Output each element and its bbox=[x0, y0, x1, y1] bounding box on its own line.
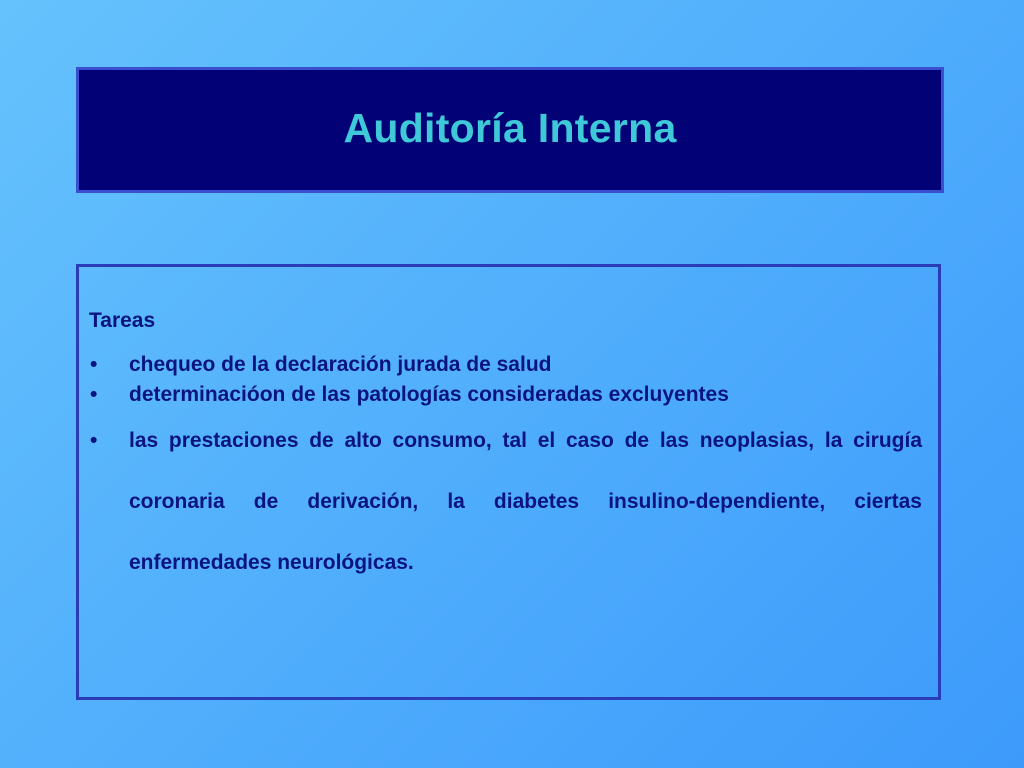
bullet-list bbox=[79, 353, 937, 593]
bullet-text: determinacióon de las patologías consideradas excluyentes bbox=[129, 383, 729, 406]
bullet-text: las prestaciones de alto consumo, tal el caso de las neoplasias, la cirugía coronaria de derivación, la diabetes insulino-dependiente, ciertas enfermedades neurológicas. bbox=[129, 429, 922, 574]
slide-title: Auditoría Interna bbox=[343, 104, 677, 151]
bullet-marker: • bbox=[90, 383, 98, 406]
section-heading: Tareas bbox=[89, 309, 156, 332]
bullet-item bbox=[79, 410, 937, 593]
bullet-item bbox=[79, 350, 937, 380]
title-banner bbox=[76, 67, 944, 193]
bullet-item bbox=[79, 380, 937, 410]
bullet-text: chequeo de la declaración jurada de salud bbox=[129, 353, 552, 376]
bullet-marker: • bbox=[90, 429, 98, 452]
content-panel bbox=[76, 264, 941, 700]
bullet-marker: • bbox=[90, 353, 98, 376]
